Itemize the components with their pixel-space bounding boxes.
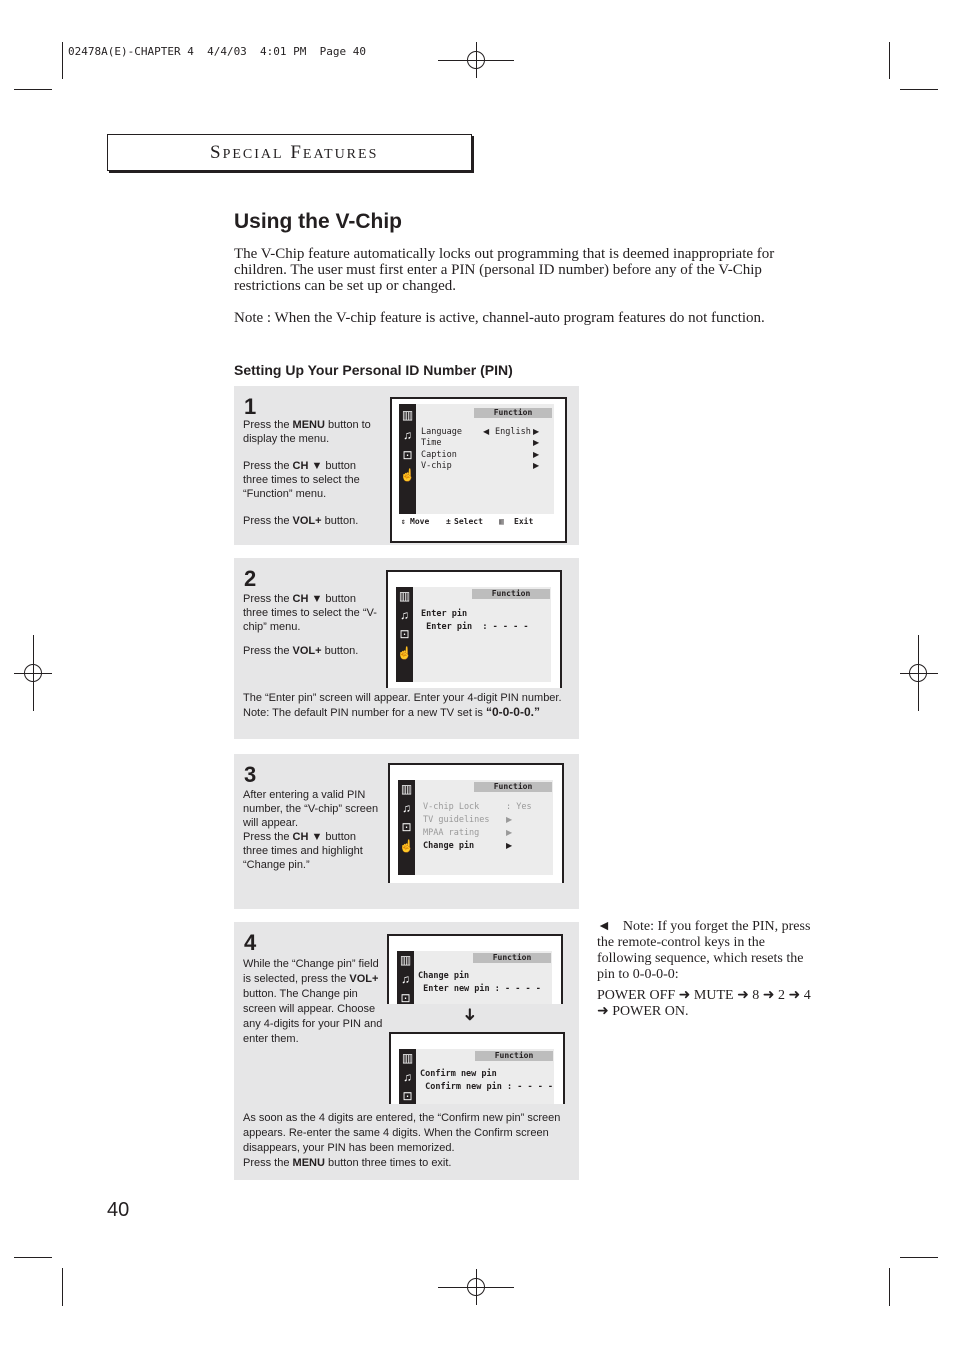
- step-text: Press the CH ▼ button three times and highlight “Change pin.”: [243, 831, 363, 871]
- sound-icon: ♫: [401, 972, 410, 986]
- updown-icon: ⇕: [401, 517, 406, 526]
- function-icon: ☝: [399, 839, 414, 853]
- menu-item-tv-guidelines: TV guidelines: [423, 815, 490, 825]
- intro-paragraph: The V-Chip feature automatically locks out programming that is deemed inappropriate for children. The user must first enter a PIN (personal ID number) before any of the V-Chip restrictions can be set up or changed.: [234, 246, 775, 294]
- section-title: SPECIAL FEATURES: [210, 142, 379, 163]
- side-note: ◄ Note: If you forget the PIN, press the remote-control keys in the following sequence, which resets the pin to 0-0-0-0:: [597, 919, 811, 982]
- sound-icon: ♫: [403, 428, 412, 442]
- right-arrow-icon: ▶: [506, 841, 513, 850]
- down-arrow-icon: ➜: [460, 1007, 480, 1022]
- picture-icon: ▥: [401, 1051, 414, 1065]
- step-number: 1: [244, 394, 257, 419]
- step-1-panel: [234, 386, 579, 545]
- tv-screen-confirm-pin: [389, 1032, 565, 1104]
- picture-icon: ▥: [400, 782, 413, 796]
- function-icon: ☝: [397, 646, 412, 660]
- step-3-panel: [234, 754, 579, 909]
- menu-icon-column: [396, 587, 413, 682]
- step-2-panel: [234, 558, 579, 739]
- language-value: English: [495, 427, 531, 437]
- page-number: 40: [107, 1199, 130, 1221]
- channel-icon: ⊡: [401, 820, 412, 834]
- menu-item-language: Language: [421, 427, 462, 437]
- step-number: 4: [244, 930, 257, 955]
- picture-icon: ▥: [399, 953, 412, 967]
- picture-icon: ▥: [398, 589, 411, 603]
- print-slug: 02478A(E)-CHAPTER 4 4/4/03 4:01 PM Page 40: [68, 45, 367, 58]
- menu-header: Function: [474, 408, 552, 418]
- menu-icon-column: [398, 780, 415, 875]
- page-title: Using the V-Chip: [234, 210, 402, 233]
- function-icon: ☝: [400, 468, 415, 482]
- new-pin-field: Enter new pin : - - - -: [418, 984, 541, 994]
- confirm-pin-title: Confirm new pin: [420, 1069, 497, 1079]
- step-number: 2: [244, 566, 257, 591]
- picture-icon: ▥: [401, 408, 414, 422]
- menu-header: Function: [473, 953, 551, 963]
- subheading: Setting Up Your Personal ID Number (PIN): [234, 362, 513, 378]
- step-text: Press the VOL+ button.: [243, 515, 359, 527]
- vchip-lock-value: : Yes: [506, 802, 532, 812]
- step-number: 3: [244, 762, 257, 787]
- menu-key-icon: ▥: [499, 517, 504, 526]
- change-pin-title: Change pin: [418, 971, 470, 981]
- step-text: Press the MENU button to display the menu.: [243, 419, 371, 445]
- right-arrow-icon: ▶: [533, 438, 540, 447]
- confirm-pin-field: Confirm new pin : - - - -: [420, 1082, 554, 1092]
- note-marker-icon: ◄: [597, 919, 611, 934]
- menu-header: Function: [474, 782, 552, 792]
- step-4-panel: [234, 922, 579, 1180]
- menu-icon-column: [399, 1049, 416, 1104]
- step-text: Press the CH ▼ button three times to select the “V-chip” menu.: [243, 593, 377, 633]
- note-paragraph: Note : When the V-chip feature is active, channel-auto program features do not function.: [234, 310, 765, 326]
- step-text: Press the CH ▼ button three times to select the “Function” menu.: [243, 460, 360, 500]
- sound-icon: ♫: [400, 608, 409, 622]
- right-arrow-icon: ▶: [533, 450, 540, 459]
- reset-sequence: POWER OFF ➜ MUTE ➜ 8 ➜ 2 ➜ 4 ➜ POWER ON.: [597, 988, 811, 1019]
- channel-icon: ⊡: [402, 448, 413, 462]
- sound-icon: ♫: [403, 1070, 412, 1084]
- menu-item-caption: Caption: [421, 450, 457, 460]
- menu-item-change-pin: Change pin: [423, 841, 475, 851]
- right-arrow-icon: ▶: [533, 427, 540, 436]
- plusminus-icon: ±: [446, 517, 451, 526]
- tv-screen-vchip-menu: [388, 763, 564, 883]
- right-arrow-icon: ▶: [533, 461, 540, 470]
- menu-item-vchip-lock: V-chip Lock: [423, 802, 480, 812]
- enter-pin-title: Enter pin: [421, 609, 468, 619]
- step-text: As soon as the 4 digits are entered, the “Confirm new pin” screen appears. Re-enter the same 4 digits. When the Confirm screen disappears, your PIN has been memorized. Press the MENU button three times to exit.: [243, 1112, 561, 1169]
- tv-screen-enter-pin: [386, 570, 562, 688]
- channel-icon: ⊡: [399, 627, 410, 641]
- enter-pin-field: Enter pin : - - - -: [421, 622, 529, 632]
- menu-icon-column: [397, 951, 414, 1004]
- menu-header: Function: [472, 589, 550, 599]
- right-arrow-icon: ▶: [506, 815, 513, 824]
- step-text: While the “Change pin” field is selected, press the VOL+ button. The Change pin screen will appear. Choose any 4-digits for your PIN and enter them.: [243, 958, 383, 1045]
- step-text: The “Enter pin” screen will appear. Enter your 4-digit PIN number. Note: The default PIN number for a new TV set is “0-0-0-0.”: [243, 692, 562, 719]
- left-arrow-icon: ◀: [483, 427, 490, 436]
- menu-item-vchip: V-chip: [421, 461, 452, 471]
- channel-icon: ⊡: [400, 991, 411, 1005]
- step-text: Press the VOL+ button.: [243, 645, 359, 657]
- menu-icon-column: [399, 404, 416, 514]
- tv-screen-change-pin: [387, 934, 563, 1004]
- tv-screen-function-menu: [390, 397, 567, 543]
- step-text: After entering a valid PIN number, the “V-chip” screen will appear.: [243, 789, 379, 829]
- right-arrow-icon: ▶: [506, 828, 513, 837]
- menu-header: Function: [475, 1051, 553, 1061]
- nav-hint-bar: ⇕ Move ± Select ▥ Exit: [399, 517, 554, 527]
- sound-icon: ♫: [402, 801, 411, 815]
- menu-item-time: Time: [421, 438, 442, 448]
- menu-item-mpaa-rating: MPAA rating: [423, 828, 480, 838]
- channel-icon: ⊡: [402, 1089, 413, 1103]
